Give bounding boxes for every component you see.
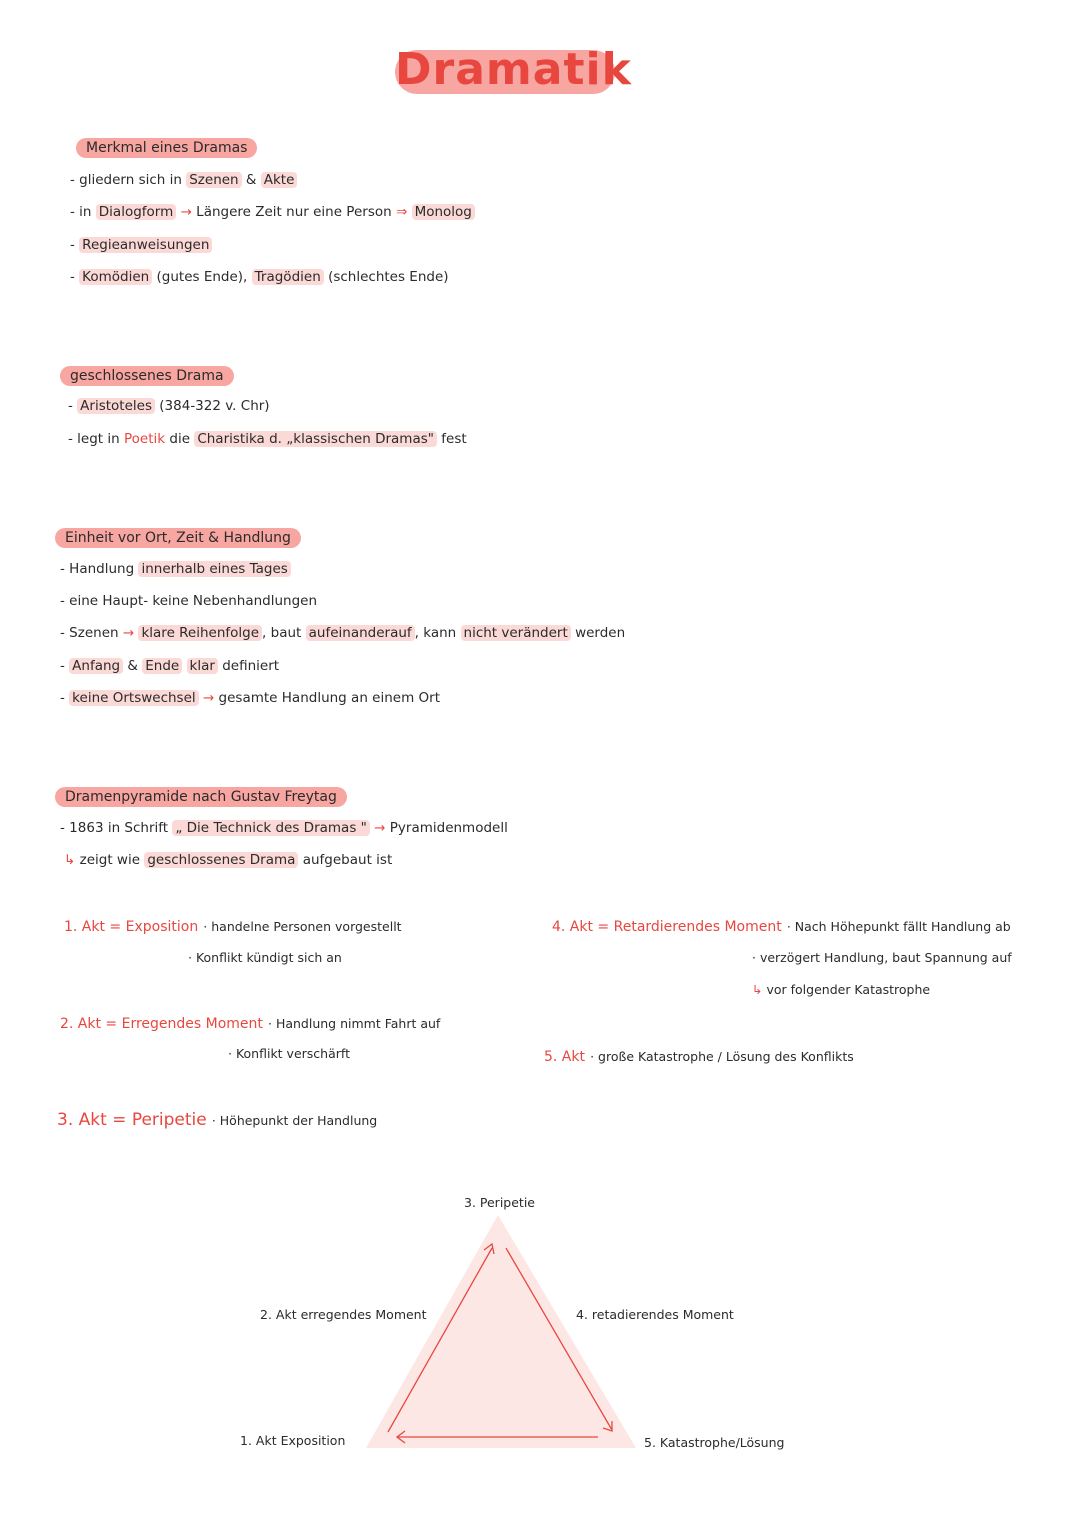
arrow-icon: ↳ [64, 852, 76, 868]
act-1-line-2: · Konflikt kündigt sich an [188, 950, 342, 965]
act-3: 3. Akt = Peripetie · Höhepunkt der Handlung [57, 1110, 378, 1130]
einheit-line-3: - Szenen → klare Reihenfolge , baut aufeinanderauf , kann nicht verändert werden [60, 625, 626, 641]
merkmal-line-2: - in Dialogform → Längere Zeit nur eine Person ⇒ Monolog [70, 204, 475, 220]
double-arrow-icon: ⇒ [395, 204, 408, 220]
merkmal-line-3: - Regieanweisungen [70, 237, 212, 253]
arrow-icon: → [122, 625, 135, 641]
arrow-icon: → [374, 820, 386, 836]
heading-pyramide: Dramenpyramide nach Gustav Freytag [55, 787, 347, 807]
pyramide-line-2: ↳ zeigt wie geschlossenes Drama aufgebaut ist [64, 852, 393, 868]
pyramid-triangle [366, 1215, 636, 1448]
arrow-icon: → [180, 204, 192, 220]
geschlossen-line-2: - legt in Poetik die Charistika d. „klassischen Dramas" fest [68, 431, 467, 447]
heading-geschlossen: geschlossenes Drama [60, 366, 234, 386]
pyramide-line-1: - 1863 in Schrift „ Die Technick des Dramas " → Pyramidenmodell [60, 820, 508, 836]
arrow-icon: ↳ [752, 982, 763, 997]
heading-merkmal: Merkmal eines Dramas [76, 138, 257, 158]
diagram-bottom-left-label: 1. Akt Exposition [240, 1433, 346, 1448]
act-4-line-3: ↳ vor folgender Katastrophe [752, 982, 931, 997]
act-4-line-2: · verzögert Handlung, baut Spannung auf [752, 950, 1012, 965]
act-2: 2. Akt = Erregendes Moment · Handlung nimmt Fahrt auf [60, 1016, 441, 1032]
einheit-line-1: - Handlung innerhalb eines Tages [60, 561, 291, 577]
einheit-line-4: - Anfang & Ende klar definiert [60, 658, 280, 674]
page-title: Dramatik [395, 44, 632, 95]
merkmal-line-1: - gliedern sich in Szenen & Akte [70, 172, 297, 188]
diagram-right-label: 4. retadierendes Moment [576, 1307, 734, 1322]
diagram-bottom-right-label: 5. Katastrophe/Lösung [644, 1435, 785, 1450]
einheit-line-2: - eine Haupt- keine Nebenhandlungen [60, 593, 318, 609]
arrow-icon: → [202, 690, 215, 706]
merkmal-line-4: - Komödien (gutes Ende), Tragödien (schlechtes Ende) [70, 269, 449, 285]
diagram-left-label: 2. Akt erregendes Moment [260, 1307, 427, 1322]
act-1: 1. Akt = Exposition · handelne Personen vorgestellt [64, 919, 402, 935]
diagram-top-label: 3. Peripetie [464, 1195, 535, 1210]
geschlossen-line-1: - Aristoteles (384-322 v. Chr) [68, 398, 270, 414]
heading-einheit: Einheit vor Ort, Zeit & Handlung [55, 528, 301, 548]
act-2-line-2: · Konflikt verschärft [228, 1046, 350, 1061]
einheit-line-5: - keine Ortswechsel → gesamte Handlung an einem Ort [60, 690, 440, 706]
act-5: 5. Akt · große Katastrophe / Lösung des Konflikts [544, 1049, 854, 1065]
act-4: 4. Akt = Retardierendes Moment · Nach Höhepunkt fällt Handlung ab [552, 919, 1011, 935]
